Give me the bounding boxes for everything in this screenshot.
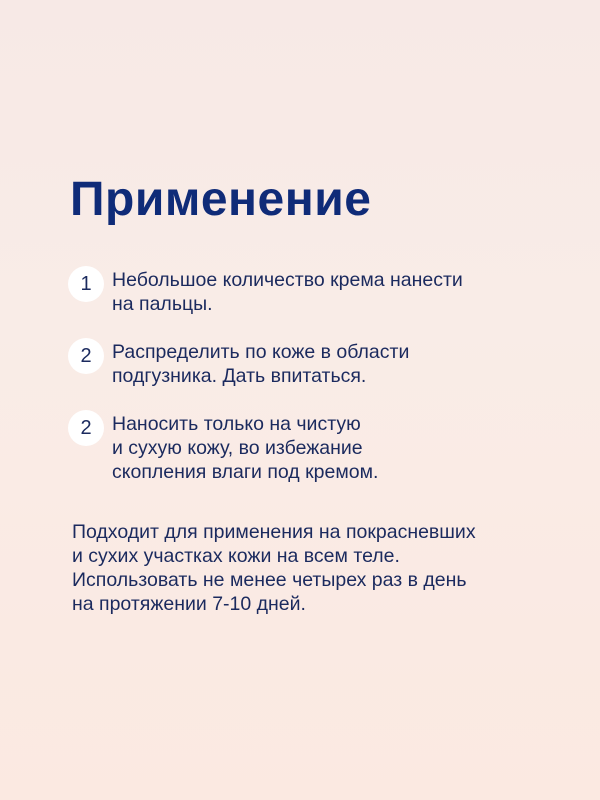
usage-note: Подходит для применения на покрасневших и сухих участках кожи на всем теле. Использовать не менее четырех раз в день на протяжении 7-10 дней. — [72, 521, 476, 615]
steps-list — [68, 268, 548, 508]
step-number-badge: 2 — [68, 410, 104, 446]
list-item — [68, 340, 548, 388]
step-text: Небольшое количество крема нанести на пальцы. — [112, 269, 463, 315]
step-number-badge: 1 — [68, 266, 104, 302]
step-text: Наносить только на чистую и сухую кожу, во избежание скопления влаги под кремом. — [112, 413, 379, 483]
list-item — [68, 412, 548, 484]
step-text: Распределить по коже в области подгузника. Дать впитаться. — [112, 341, 410, 387]
step-number-badge: 2 — [68, 338, 104, 374]
page-title: Применение — [70, 173, 372, 226]
list-item — [68, 268, 548, 316]
